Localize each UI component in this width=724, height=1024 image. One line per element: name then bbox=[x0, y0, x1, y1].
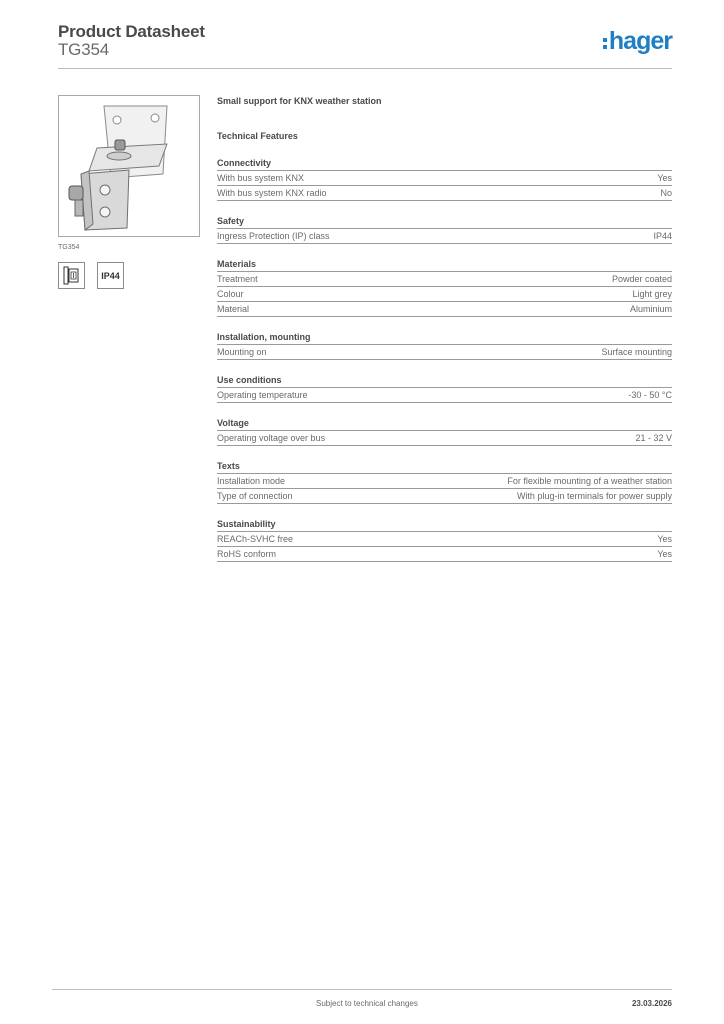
section-title: Sustainability bbox=[217, 518, 672, 532]
product-reference: TG354 bbox=[58, 40, 109, 59]
document-title: Product Datasheet bbox=[58, 22, 205, 41]
technical-features-heading: Technical Features bbox=[217, 131, 298, 141]
spec-row bbox=[217, 229, 672, 244]
hager-logo bbox=[603, 28, 672, 54]
section-sustainability bbox=[217, 518, 672, 562]
spec-row bbox=[217, 532, 672, 547]
spec-label: Operating temperature bbox=[217, 390, 308, 400]
spec-label: Installation mode bbox=[217, 476, 286, 486]
spec-row bbox=[217, 186, 672, 201]
spec-row bbox=[217, 431, 672, 446]
spec-row bbox=[217, 272, 672, 287]
spec-row bbox=[217, 474, 672, 489]
section-title: Use conditions bbox=[217, 374, 672, 388]
section-materials bbox=[217, 258, 672, 317]
spec-value: For flexible mounting of a weather station bbox=[507, 476, 672, 486]
section-safety bbox=[217, 215, 672, 244]
specification-content bbox=[217, 96, 672, 562]
spec-label: Colour bbox=[217, 289, 244, 299]
section-title: Installation, mounting bbox=[217, 331, 672, 345]
spec-row bbox=[217, 302, 672, 317]
surface-mount-icon bbox=[58, 262, 85, 289]
spec-label: REACh-SVHC free bbox=[217, 534, 294, 544]
spec-label: With bus system KNX bbox=[217, 173, 305, 183]
spec-row bbox=[217, 489, 672, 504]
logo-text: hager bbox=[608, 27, 672, 55]
spec-value: Aluminium bbox=[629, 304, 672, 314]
section-voltage bbox=[217, 417, 672, 446]
section-connectivity bbox=[217, 157, 672, 201]
spec-row bbox=[217, 345, 672, 360]
logo-colon-mark bbox=[603, 38, 607, 49]
spec-label: Operating voltage over bus bbox=[217, 433, 326, 443]
page-footer bbox=[52, 989, 672, 1008]
section-title: Materials bbox=[217, 258, 672, 272]
spec-value: No bbox=[660, 188, 672, 198]
product-photo bbox=[58, 95, 200, 237]
section-title: Texts bbox=[217, 460, 672, 474]
page-header bbox=[58, 20, 672, 69]
spec-value: Light grey bbox=[632, 289, 672, 299]
section-title: Voltage bbox=[217, 417, 672, 431]
spec-value: Yes bbox=[657, 549, 672, 559]
spec-label: Material bbox=[217, 304, 250, 314]
section-title: Connectivity bbox=[217, 157, 672, 171]
spec-label: Type of connection bbox=[217, 491, 293, 501]
spec-label: With bus system KNX radio bbox=[217, 188, 327, 198]
ip44-icon: IP44 bbox=[97, 262, 124, 289]
product-name: Small support for KNX weather station bbox=[217, 96, 382, 106]
section-use-conditions bbox=[217, 374, 672, 403]
spec-value: Surface mounting bbox=[601, 347, 672, 357]
footer-note: Subject to technical changes bbox=[316, 999, 418, 1008]
spec-value: With plug-in terminals for power supply bbox=[516, 491, 672, 501]
spec-value: 21 - 32 V bbox=[635, 433, 672, 443]
spec-label: RoHS conform bbox=[217, 549, 277, 559]
section-texts bbox=[217, 460, 672, 504]
spec-label: Treatment bbox=[217, 274, 258, 284]
spec-label: Mounting on bbox=[217, 347, 267, 357]
footer-date: 23.03.2026 bbox=[631, 999, 672, 1008]
spec-value: Yes bbox=[657, 534, 672, 544]
spec-row bbox=[217, 171, 672, 186]
spec-row bbox=[217, 287, 672, 302]
photo-caption: TG354 bbox=[58, 244, 80, 251]
section-installation bbox=[217, 331, 672, 360]
spec-row bbox=[217, 388, 672, 403]
spec-value: IP44 bbox=[653, 231, 672, 241]
spec-value: -30 - 50 °C bbox=[628, 390, 672, 400]
section-title: Safety bbox=[217, 215, 672, 229]
spec-value: Yes bbox=[657, 173, 672, 183]
spec-row bbox=[217, 547, 672, 562]
spec-value: Powder coated bbox=[611, 274, 672, 284]
spec-label: Ingress Protection (IP) class bbox=[217, 231, 330, 241]
